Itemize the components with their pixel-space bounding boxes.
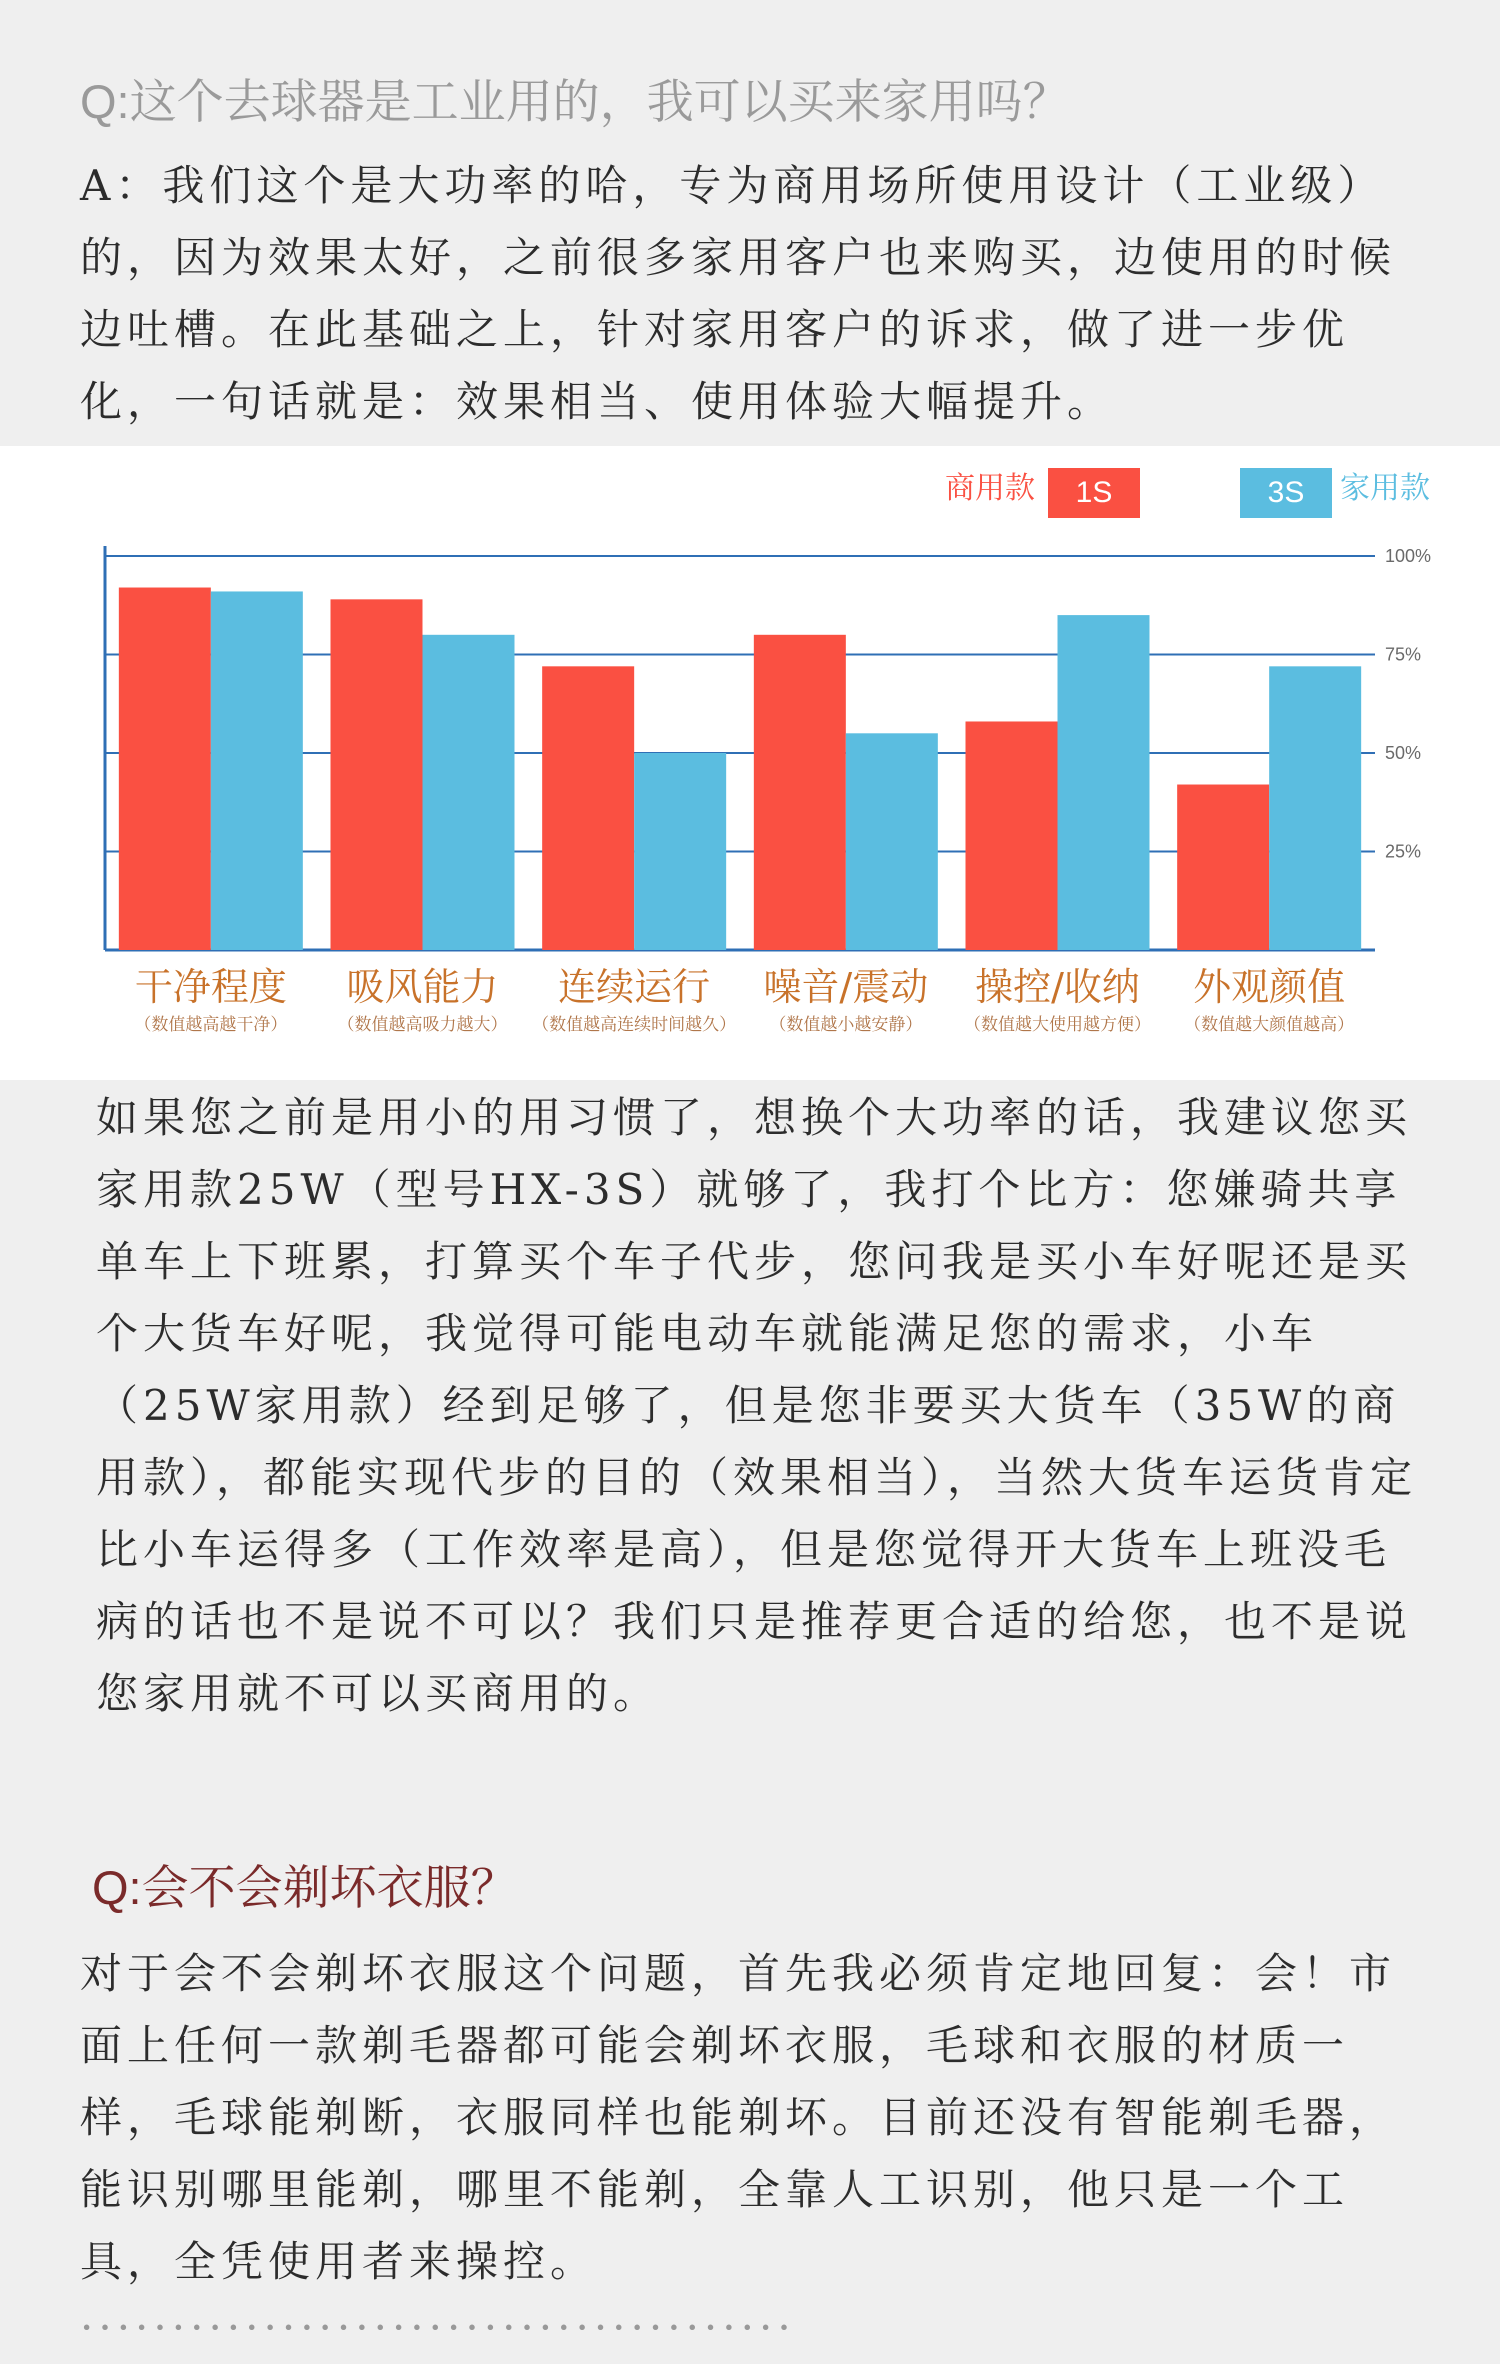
x-category-label: 噪音/震动: [763, 965, 929, 1009]
x-category-note: （数值越高连续时间越久）: [532, 1015, 737, 1035]
faq2-answer: 对于会不会剃坏衣服这个问题，首先我必须肯定地回复：会！市面上任何一款剃毛器都可能会剃坏衣服，毛球和衣服的材质一样，毛球能剃断，衣服同样也能剃坏。目前还没有智能剃毛器，能识别哪里能剃，哪里不能剃，全靠人工识别，他只是一个工具，全凭使用者来操控。: [80, 1949, 1397, 2286]
legend-commercial-badge: 1S: [1075, 476, 1113, 509]
comparison-chart: [0, 446, 1500, 1080]
bar-home: [846, 733, 938, 950]
faq1-question-prefix: Q:: [80, 75, 130, 128]
bar-home: [1269, 666, 1361, 950]
faq2-question: [92, 1858, 518, 1919]
x-category-label: 吸风能力: [346, 965, 499, 1009]
y-tick-label: 75%: [1385, 644, 1422, 665]
bar-commercial: [1177, 785, 1269, 950]
x-category-note: （数值越小越安静）: [769, 1015, 923, 1035]
legend-home-label: 家用款: [1340, 471, 1430, 506]
faq2-question-text: 会不会剃坏衣服？: [141, 1861, 518, 1916]
bar-home: [423, 635, 515, 950]
faq1-question: [80, 72, 1420, 133]
x-category-note: （数值越大颜值越高）: [1184, 1015, 1355, 1035]
x-category-note: （数值越大使用越方便）: [964, 1015, 1151, 1035]
faq2-question-prefix: Q:: [92, 1861, 142, 1914]
bar-commercial: [331, 599, 423, 950]
faq2-answer-cut-line: ·······································: [80, 2303, 796, 2352]
bar-commercial: [119, 588, 211, 950]
bar-home: [1058, 615, 1150, 950]
bar-commercial: [966, 721, 1058, 950]
x-category-label: 外观颜值: [1193, 965, 1346, 1009]
faq1-question-text: 这个去球器是工业用的，我可以买来家用吗？: [129, 75, 1070, 130]
x-category-label: 干净程度: [134, 965, 287, 1009]
comparison-chart-svg: [0, 446, 1500, 1080]
bar-commercial: [542, 666, 634, 950]
y-tick-label: 50%: [1385, 743, 1422, 763]
y-tick-label: 100%: [1385, 546, 1432, 566]
legend-commercial-label: 商用款: [945, 471, 1035, 506]
x-category-label: 连续运行: [558, 965, 711, 1009]
bar-home: [634, 753, 726, 950]
legend-home-badge: 3S: [1267, 476, 1305, 509]
y-tick-label: 25%: [1385, 841, 1422, 862]
faq1-answer-followup: 如果您之前是用小的用习惯了，想换个大功率的话，我建议您买家用款25W（型号HX-3S）就够了，我打个比方：您嫌骑共享单车上下班累，打算买个车子代步，您问我是买小车好呢还是买个大货车好呢，我觉得可能电动车就能满足您的需求，小车（25W家用款）经到足够了，但是您非要买大货车（35W的商用款），都能实现代步的目的（效果相当），当然大货车运货肯定比小车运得多（工作效率是高），但是您觉得开大货车上班没毛病的话也不是说不可以？我们只是推荐更合适的给您，也不是说您家用就不可以买商用的。: [96, 1093, 1418, 1718]
x-category-note: （数值越高越干净）: [134, 1015, 288, 1035]
bar-commercial: [754, 635, 846, 950]
bar-home: [211, 591, 303, 950]
faq1-answer: A：我们这个是大功率的哈，专为商用场所使用设计（工业级）的，因为效果太好，之前很多家用客户也来购买，边使用的时候边吐槽。在此基础之上，针对家用客户的诉求，做了进一步优化，一句话就是：效果相当、使用体验大幅提升。: [80, 161, 1397, 426]
x-category-label: 操控/收纳: [975, 965, 1140, 1009]
x-category-note: （数值越高吸力越大）: [337, 1015, 508, 1035]
